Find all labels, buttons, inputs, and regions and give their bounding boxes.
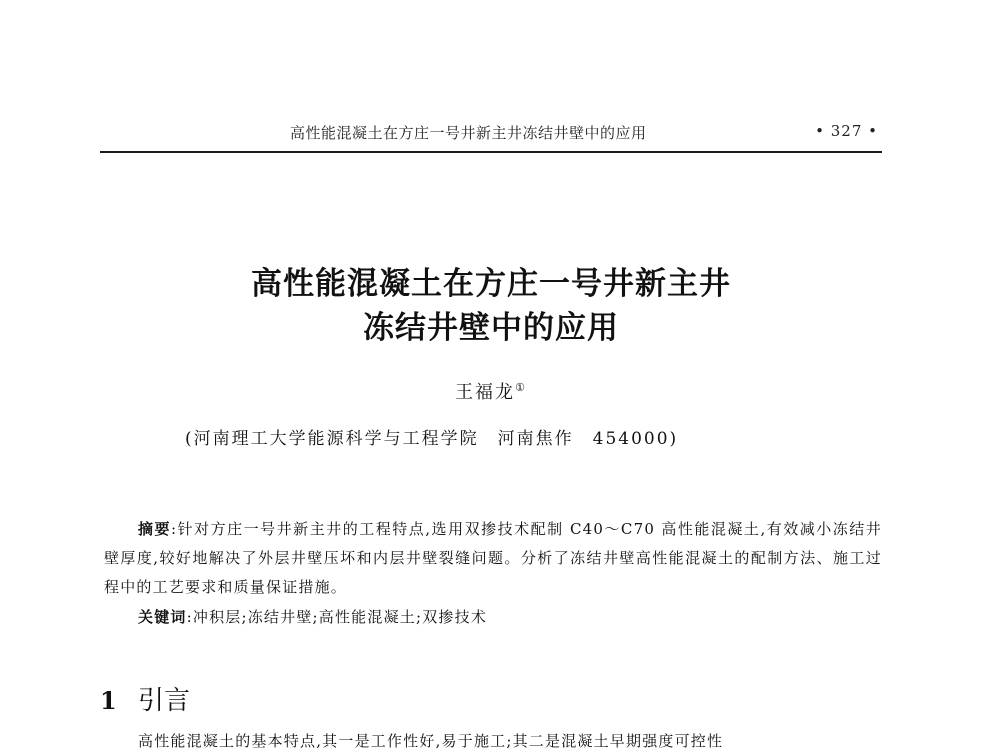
author-footnote-mark: ①: [515, 381, 527, 394]
article-title-line-1: 高性能混凝土在方庄一号井新主井: [251, 266, 731, 302]
article-title: [100, 262, 882, 350]
running-header-title: 高性能混凝土在方庄一号井新主井冻结井壁中的应用: [290, 124, 647, 142]
author: [100, 378, 882, 404]
abstract-indent: [104, 520, 138, 538]
author-name: 王福龙: [455, 382, 516, 403]
abstract: [104, 515, 882, 602]
section-title: 引言: [138, 686, 191, 716]
abstract-label: 摘要: [138, 520, 172, 538]
keywords-label: 关键词: [138, 608, 187, 626]
abstract-text: :针对方庄一号井新主井的工程特点,选用双掺技术配制 C40～C70 高性能混凝土,有效减小冻结井壁厚度,较好地解决了外层井壁压坏和内层井壁裂缝问题。分析了冻结井壁高性能混凝土的配制方法、施工过程中的工艺要求和质量保证措施。: [104, 520, 882, 596]
page-number: • 327 •: [815, 122, 878, 140]
header-rule: [100, 151, 882, 153]
keywords: [138, 606, 878, 627]
keywords-text: :冲积层;冻结井壁;高性能混凝土;双掺技术: [186, 608, 488, 626]
body-text-partial-line: 高性能混凝土的基本特点,其一是工作性好,易于施工;其二是混凝土早期强度可控性: [138, 732, 724, 750]
section-heading: [100, 680, 190, 717]
section-number: 1: [100, 686, 117, 715]
running-header: [100, 118, 880, 148]
affiliation: (河南理工大学能源科学与工程学院 河南焦作 454000): [185, 429, 679, 449]
article-title-line-2: 冻结井壁中的应用: [363, 310, 619, 346]
